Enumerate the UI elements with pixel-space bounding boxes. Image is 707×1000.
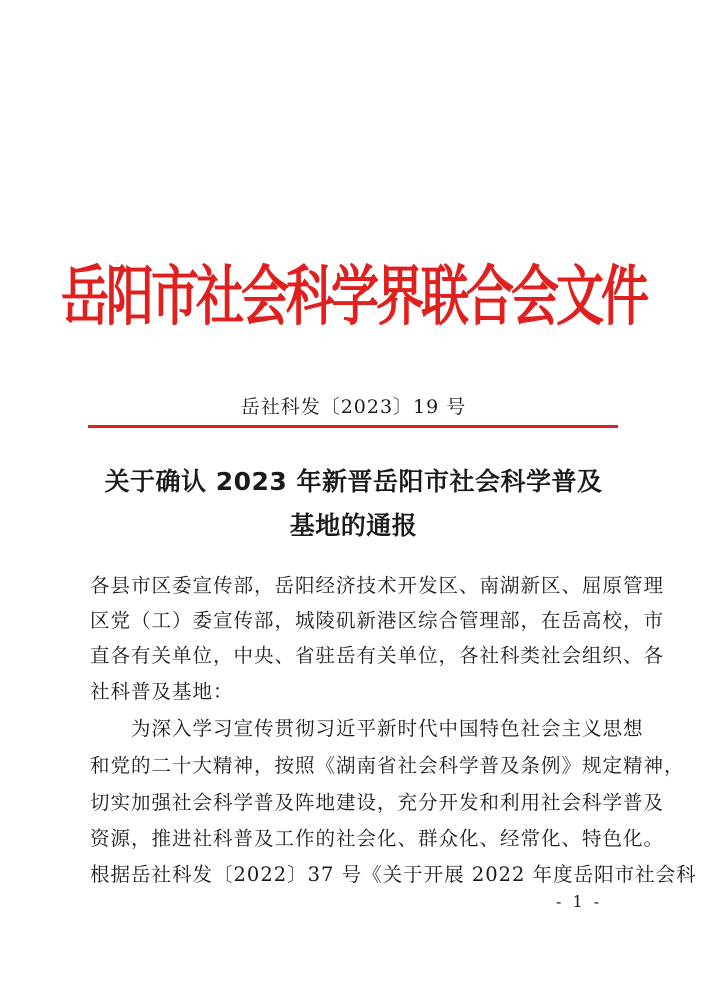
page-number: - 1 -: [556, 892, 603, 911]
document-title-line-1: 关于确认 2023 年新晋岳阳市社会科学普及: [104, 467, 603, 496]
body-line-4: 社科普及基地：: [90, 680, 234, 703]
red-separator-line: [88, 425, 618, 428]
document-title-line-2: 基地的通报: [289, 511, 418, 540]
body-line-6: 和党的二十大精神，按照《湖南省社会科学普及条例》规定精神，: [90, 754, 685, 777]
body-line-1: 各县市区委宣传部，岳阳经济技术开发区、南湖新区、屈原管理: [90, 574, 665, 597]
document-number: 岳社科发〔2023〕19 号: [240, 396, 467, 418]
body-line-2: 区党（工）委宣传部，城陵矶新港区综合管理部，在岳高校，市: [90, 609, 665, 632]
body-line-9: 根据岳社科发〔2022〕37 号《关于开展 2022 年度岳阳市社会科: [90, 863, 697, 886]
issuing-organization-title: 岳阳市社会科学界联合会文件: [60, 259, 646, 335]
body-line-7: 切实加强社会科学普及阵地建设，充分开发和利用社会科学普及: [90, 791, 665, 814]
body-line-5: 为深入学习宣传贯彻习近平新时代中国特色社会主义思想: [131, 717, 644, 740]
body-line-8: 资源，推进社科普及工作的社会化、群众化、经常化、特色化。: [90, 827, 665, 850]
body-line-3: 直各有关单位，中央、省驻岳有关单位，各社科类社会组织、各: [90, 644, 665, 667]
